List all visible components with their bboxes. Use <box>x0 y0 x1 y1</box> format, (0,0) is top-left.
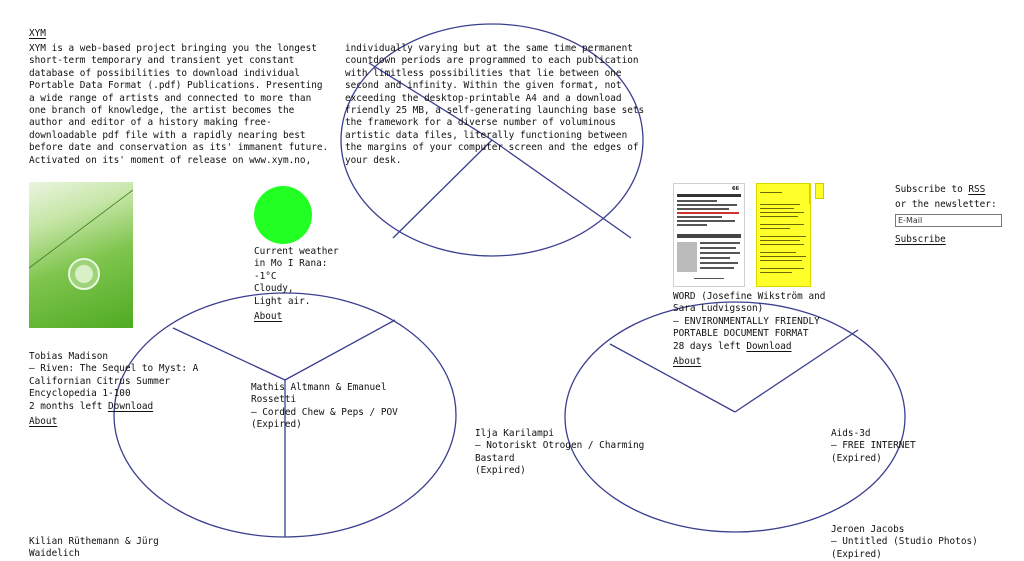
publication-title-line: Bastard <box>475 452 515 464</box>
subscribe-label: Subscribe to <box>895 184 969 195</box>
publication-title-line: — Notoriskt Otrogen / Charming <box>475 440 645 452</box>
publication-authors: Sara Ludvigsson) <box>673 303 764 315</box>
download-link[interactable]: Download <box>746 340 792 352</box>
publication-title-line: Californian Citrus Summer <box>29 375 171 387</box>
publication-status: (Expired) <box>251 419 302 431</box>
publication-status: (Expired) <box>831 452 882 464</box>
subscribe-button[interactable]: Subscribe <box>895 234 946 245</box>
site-title[interactable]: XYM <box>29 28 46 39</box>
publication-title-line: Encyclopedia 1-100 <box>29 388 131 400</box>
email-input[interactable]: E-Mail <box>895 214 1002 227</box>
publication-title-line: — Corded Chew & Peps / POV <box>251 406 398 418</box>
publication-word <box>673 291 825 368</box>
publication-jeroen-jacobs[interactable] <box>831 524 978 561</box>
publication-authors: Kilian Rüthemann & Jürg <box>29 536 159 547</box>
publication-authors: Jeroen Jacobs <box>831 524 905 535</box>
publication-kilian-ruthemann[interactable] <box>29 536 159 561</box>
rss-link[interactable]: RSS <box>968 184 986 195</box>
weather-report <box>254 246 339 323</box>
publication-status: (Expired) <box>831 548 882 560</box>
thumbnail-art <box>29 182 133 328</box>
subscribe-section <box>895 184 997 212</box>
intro-paragraph-2: individually varying but at the same time permanent countdown periods are programmed to each publication with limitless possibilities that lie between one second and infinity. Within the given format, not exceeding the desktop-printable A4 and a download friendly 25 MB, a self-generating launching base sets the framework for a diverse number of voluminous artistic data files, literally functioning between the margins of your computer screen and the edges of your desk. <box>345 43 645 166</box>
publication-thumbnail-word-page3[interactable] <box>815 183 824 199</box>
weather-line: -1°C <box>254 270 277 282</box>
publication-mathis-altmann[interactable] <box>251 382 398 432</box>
thumbnail-page-number: 66 <box>732 186 739 192</box>
about-link[interactable]: About <box>254 311 283 323</box>
publication-title-line: — ENVIRONMENTALLY FRIENDLY <box>673 315 820 327</box>
weather-line: Light air. <box>254 295 311 307</box>
publication-authors: Ilja Karilampi <box>475 428 555 439</box>
weather-line: in Mo I Rana: <box>254 258 328 270</box>
publication-status: (Expired) <box>475 465 526 477</box>
publication-title-line: PORTABLE DOCUMENT FORMAT <box>673 328 809 340</box>
publication-thumbnail-word-page1[interactable] <box>673 183 745 287</box>
publication-tobias-madison <box>29 351 198 428</box>
publication-thumbnail-word-page2[interactable] <box>756 183 811 287</box>
publication-authors: Waidelich <box>29 548 80 560</box>
intro-paragraph-1: XYM is a web-based project bringing you the longest short-term temporary and transient yet constant database of possibilities to download individual Portable Data Format (.pdf) Publications. Presenting a wide range of artists and connected to more than one branch of knowledge, the artist becomes the author and editor of a history making free-downloadable pdf file with a rapidly nearing best before date and conservation as its' immanent future. Activated on its' moment of release on www.xym.no, <box>29 43 329 166</box>
publication-authors: Rossetti <box>251 394 297 406</box>
publication-authors: WORD (Josefine Wikström and <box>673 291 826 302</box>
publication-title-line: — Riven: The Sequel to Myst: A <box>29 363 199 375</box>
weather-sun-icon <box>254 186 312 244</box>
publication-authors: Aids-3d <box>831 428 871 439</box>
publication-ilja-karilampi[interactable] <box>475 428 644 478</box>
weather-line: Cloudy, <box>254 283 294 295</box>
publication-aids-3d[interactable] <box>831 428 916 465</box>
publication-status: 28 days left <box>673 340 747 352</box>
newsletter-label: or the newsletter: <box>895 199 997 211</box>
publication-title-line: — Untitled (Studio Photos) <box>831 536 978 548</box>
about-link[interactable]: About <box>673 356 702 368</box>
publication-thumbnail-tobias[interactable] <box>29 182 133 328</box>
about-link[interactable]: About <box>29 416 58 428</box>
publication-status: 2 months left <box>29 400 109 412</box>
publication-authors: Tobias Madison <box>29 351 109 362</box>
weather-line: Current weather <box>254 246 339 257</box>
publication-title-line: — FREE INTERNET <box>831 440 916 452</box>
download-link[interactable]: Download <box>108 400 154 412</box>
publication-authors: Mathis Altmann & Emanuel <box>251 382 387 393</box>
